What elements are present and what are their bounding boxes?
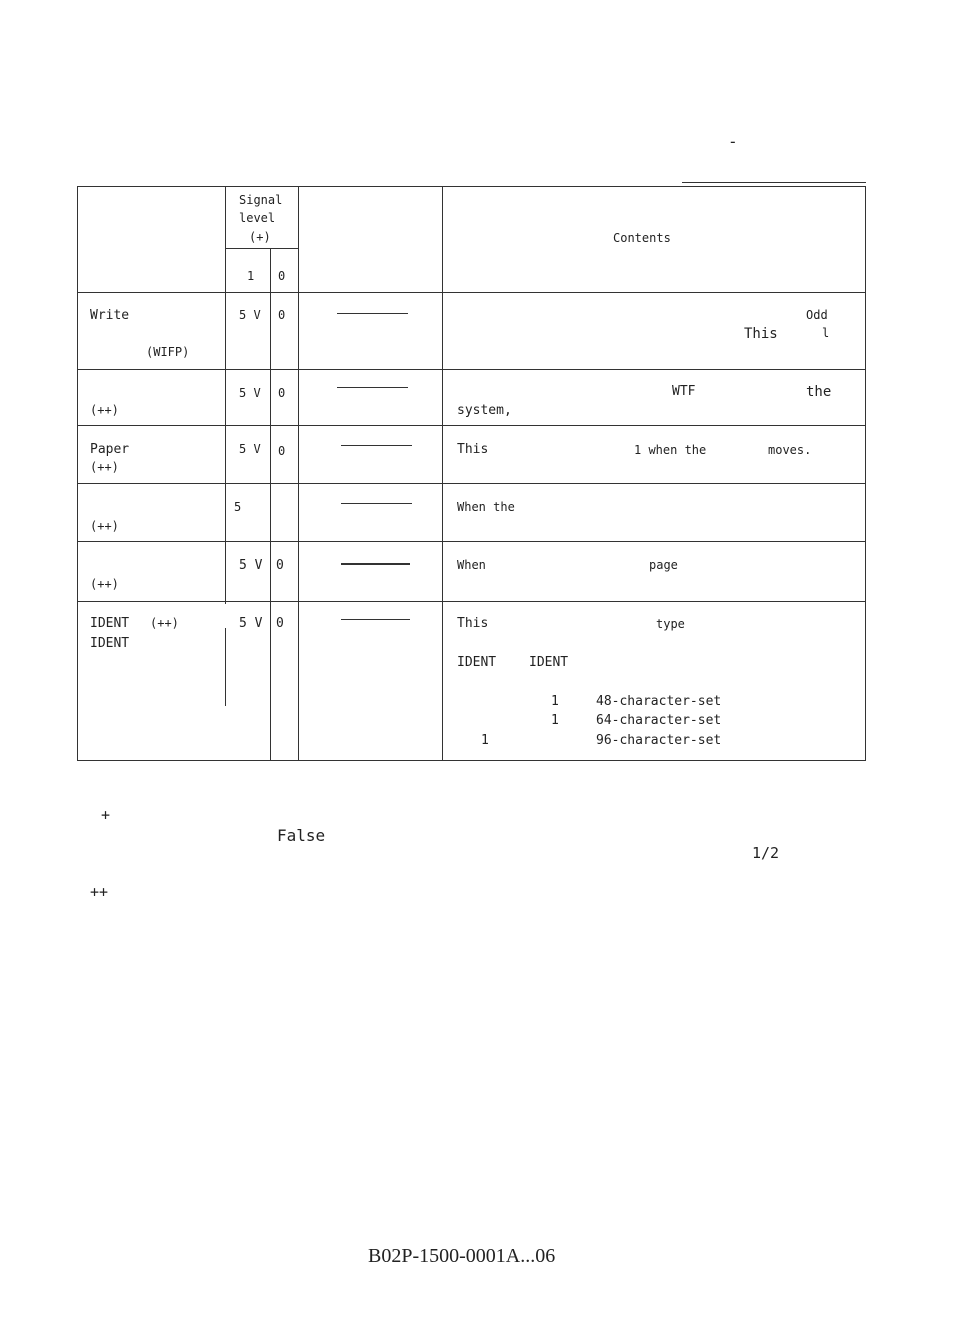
- row1-c2: This: [744, 326, 778, 342]
- row1-c1: Odd: [806, 308, 828, 322]
- row2-c3: system,: [457, 403, 512, 418]
- header-signal: Signal: [239, 193, 283, 207]
- row6-zero: 0: [276, 616, 284, 631]
- signal-left-border: [225, 186, 226, 604]
- row6-one: 5 V: [239, 616, 263, 631]
- row6-name-sub: IDENT: [90, 636, 130, 651]
- top-dash-mark: -: [728, 132, 738, 151]
- header-contents: Contents: [613, 231, 671, 245]
- row3-name: Paper: [90, 442, 130, 457]
- row5-dash: [341, 563, 410, 565]
- row6-name-plus: (++): [150, 616, 179, 630]
- row3-bottom-border: [77, 483, 866, 484]
- row1-name: Write: [90, 308, 130, 323]
- header-bottom-border: [77, 292, 866, 293]
- row5-one: 5 V: [239, 558, 263, 573]
- row1-dash: [337, 313, 408, 314]
- row1-bottom-border: [77, 369, 866, 370]
- row2-zero: 0: [278, 386, 286, 400]
- row5-zero: 0: [276, 558, 284, 573]
- signal-mid-border: [270, 248, 271, 760]
- row6-dash: [341, 619, 410, 620]
- header-level: level: [239, 211, 276, 225]
- row2-bottom-border: [77, 425, 866, 426]
- row6-c1: This: [457, 616, 489, 631]
- row1-c3: l: [822, 326, 830, 340]
- row2-c1: WTF: [672, 384, 696, 399]
- row5-c1: When: [457, 558, 486, 572]
- row1-zero: 0: [278, 308, 286, 322]
- table-left-border: [77, 186, 78, 760]
- row6-set2-num: 1: [551, 713, 559, 728]
- row3-zero: 0: [278, 444, 286, 458]
- row4-c1: When the: [457, 500, 515, 514]
- note-plus: +: [101, 806, 111, 824]
- row2-dash: [337, 387, 408, 388]
- row5-bottom-border: [77, 601, 866, 602]
- row6-c4: IDENT: [529, 655, 569, 670]
- note-double-plus: ++: [90, 883, 109, 901]
- row1-name-sub: (WIFP): [146, 345, 190, 359]
- row4-one: 5: [234, 500, 242, 514]
- header-zero: 0: [278, 269, 286, 283]
- contents-left-border: [442, 186, 443, 760]
- row6-set1-num: 1: [551, 694, 559, 709]
- row6-c2: type: [656, 617, 685, 631]
- header-one: 1: [247, 269, 255, 283]
- row4-bottom-border: [77, 541, 866, 542]
- row3-name-sub: (++): [90, 460, 119, 474]
- row3-c1: This: [457, 442, 489, 457]
- table-bottom-border: [77, 760, 866, 761]
- row3-one: 5 V: [239, 442, 261, 456]
- row6-set1: 48-character-set: [596, 694, 722, 709]
- row4-name: (++): [90, 519, 119, 533]
- row6-c3: IDENT: [457, 655, 497, 670]
- row4-dash: [341, 503, 412, 504]
- row6-name: IDENT: [90, 616, 130, 631]
- row3-c2: 1 when the: [634, 443, 707, 457]
- row6-set3: 96-character-set: [596, 733, 722, 748]
- signal-left-border-ident: [225, 628, 226, 706]
- note-false: False: [277, 826, 326, 845]
- row6-set3-num: 1: [481, 733, 489, 748]
- row5-c2: page: [649, 558, 678, 572]
- row3-c3: moves.: [768, 443, 812, 457]
- signal-subheader-border: [225, 248, 298, 249]
- table-top-border: [77, 186, 866, 187]
- row2-c2: the: [806, 384, 832, 400]
- row3-dash: [341, 445, 412, 446]
- row6-set2: 64-character-set: [596, 713, 722, 728]
- signal-right-border: [298, 186, 299, 760]
- row2-one: 5 V: [239, 386, 261, 400]
- note-half: 1/2: [752, 844, 780, 862]
- top-short-rule: [682, 182, 866, 183]
- row5-name: (++): [90, 577, 119, 591]
- header-plus: (+): [249, 230, 271, 244]
- row1-one: 5 V: [239, 308, 261, 322]
- document-footer-code: B02P-1500-0001A...06: [368, 1245, 556, 1267]
- table-right-border: [865, 186, 866, 760]
- row2-name: (++): [90, 403, 119, 417]
